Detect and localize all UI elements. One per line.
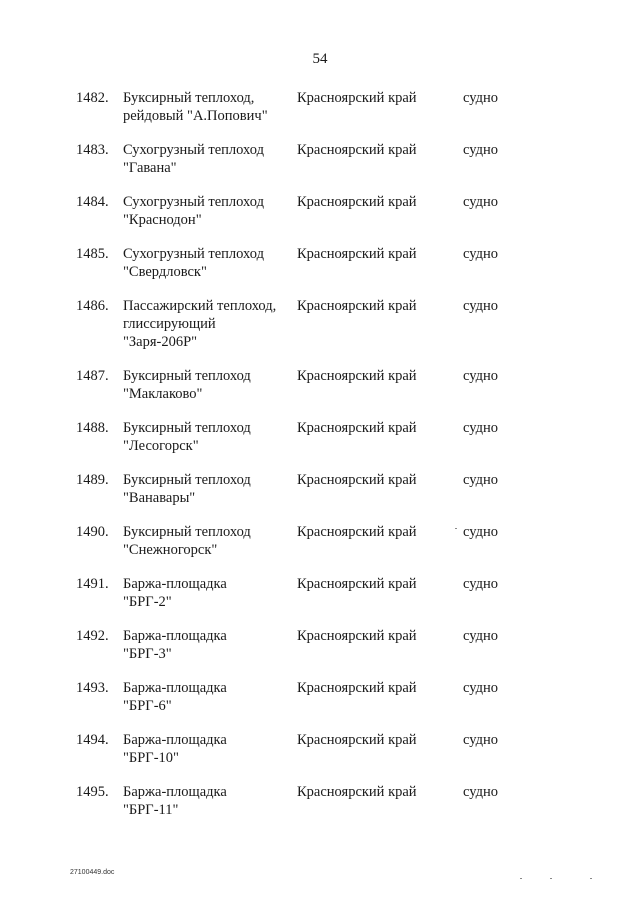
vessel-name-line: "БРГ-10" bbox=[123, 750, 179, 766]
vessel-name-line: Сухогрузный теплоход bbox=[123, 194, 264, 210]
vessel-name-line: Пассажирский теплоход, bbox=[123, 298, 277, 314]
vessel-name-line: Буксирный теплоход bbox=[123, 420, 251, 436]
region: Красноярский край bbox=[297, 524, 417, 540]
vessel-name-line: глиссирующий bbox=[123, 316, 216, 332]
vessel-name bbox=[123, 367, 293, 403]
region: Красноярский край bbox=[297, 628, 417, 644]
object-type: судно bbox=[463, 524, 498, 540]
region: Красноярский край bbox=[297, 680, 417, 696]
entry-number: 1484. bbox=[76, 194, 109, 210]
vessel-name bbox=[123, 783, 293, 819]
entry-number: 1489. bbox=[76, 472, 109, 488]
entry-number: 1492. bbox=[76, 628, 109, 644]
vessel-name-line: Баржа-площадка bbox=[123, 628, 227, 644]
entry-number: 1491. bbox=[76, 576, 109, 592]
object-type: судно bbox=[463, 246, 498, 262]
object-type: судно bbox=[463, 142, 498, 158]
vessel-name-line: Баржа-площадка bbox=[123, 576, 227, 592]
vessel-name bbox=[123, 575, 293, 611]
vessel-name-line: Буксирный теплоход bbox=[123, 368, 251, 384]
vessel-name bbox=[123, 297, 293, 351]
entry-number: 1486. bbox=[76, 298, 109, 314]
vessel-name bbox=[123, 245, 293, 281]
vessel-name-line: "БРГ-3" bbox=[123, 646, 172, 662]
vessel-name-line: рейдовый "А.Попович" bbox=[123, 108, 268, 124]
entry-number: 1495. bbox=[76, 784, 109, 800]
entry-number: 1482. bbox=[76, 90, 109, 106]
vessel-name-line: "Гавана" bbox=[123, 160, 177, 176]
entry-number: 1494. bbox=[76, 732, 109, 748]
scan-speck bbox=[455, 528, 457, 529]
region: Красноярский край bbox=[297, 142, 417, 158]
object-type: судно bbox=[463, 420, 498, 436]
object-type: судно bbox=[463, 576, 498, 592]
vessel-name-line: "Снежногорск" bbox=[123, 542, 218, 558]
object-type: судно bbox=[463, 368, 498, 384]
vessel-name bbox=[123, 193, 293, 229]
vessel-name bbox=[123, 523, 293, 559]
entry-number: 1483. bbox=[76, 142, 109, 158]
object-type: судно bbox=[463, 472, 498, 488]
vessel-name-line: Сухогрузный теплоход bbox=[123, 246, 264, 262]
vessel-name-line: "Лесогорск" bbox=[123, 438, 199, 454]
vessel-name-line: "Маклаково" bbox=[123, 386, 203, 402]
vessel-name bbox=[123, 471, 293, 507]
object-type: судно bbox=[463, 194, 498, 210]
vessel-name bbox=[123, 627, 293, 663]
vessel-name-line: Баржа-площадка bbox=[123, 784, 227, 800]
vessel-name-line: "Свердловск" bbox=[123, 264, 207, 280]
region: Красноярский край bbox=[297, 576, 417, 592]
vessel-name-line: Сухогрузный теплоход bbox=[123, 142, 264, 158]
vessel-name-line: "БРГ-6" bbox=[123, 698, 172, 714]
vessel-name-line: "Краснодон" bbox=[123, 212, 202, 228]
vessel-name-line: "Ванавары" bbox=[123, 490, 196, 506]
object-type: судно bbox=[463, 628, 498, 644]
vessel-name-line: Буксирный теплоход, bbox=[123, 90, 255, 106]
vessel-name-line: "БРГ-11" bbox=[123, 802, 179, 818]
page-number: 54 bbox=[312, 51, 328, 67]
vessel-name-line: Баржа-площадка bbox=[123, 680, 227, 696]
object-type: судно bbox=[463, 90, 498, 106]
vessel-name bbox=[123, 89, 293, 125]
entry-number: 1493. bbox=[76, 680, 109, 696]
vessel-name-line: Баржа-площадка bbox=[123, 732, 227, 748]
vessel-name-line: "БРГ-2" bbox=[123, 594, 172, 610]
vessel-name bbox=[123, 141, 293, 177]
object-type: судно bbox=[463, 298, 498, 314]
region: Красноярский край bbox=[297, 194, 417, 210]
object-type: судно bbox=[463, 680, 498, 696]
scan-speck bbox=[550, 878, 552, 879]
entry-number: 1487. bbox=[76, 368, 109, 384]
vessel-name bbox=[123, 679, 293, 715]
region: Красноярский край bbox=[297, 90, 417, 106]
region: Красноярский край bbox=[297, 732, 417, 748]
region: Красноярский край bbox=[297, 420, 417, 436]
object-type: судно bbox=[463, 732, 498, 748]
region: Красноярский край bbox=[297, 368, 417, 384]
region: Красноярский край bbox=[297, 246, 417, 262]
region: Красноярский край bbox=[297, 298, 417, 314]
vessel-name-line: Буксирный теплоход bbox=[123, 472, 251, 488]
vessel-name bbox=[123, 731, 293, 767]
document-filename: 27100449.doc bbox=[70, 869, 115, 876]
vessel-name-line: "Заря-206Р" bbox=[123, 334, 198, 350]
scan-speck bbox=[590, 878, 592, 879]
region: Красноярский край bbox=[297, 784, 417, 800]
scan-speck bbox=[520, 878, 522, 879]
entry-number: 1485. bbox=[76, 246, 109, 262]
entry-number: 1488. bbox=[76, 420, 109, 436]
entry-number: 1490. bbox=[76, 524, 109, 540]
object-type: судно bbox=[463, 784, 498, 800]
vessel-name bbox=[123, 419, 293, 455]
vessel-name-line: Буксирный теплоход bbox=[123, 524, 251, 540]
region: Красноярский край bbox=[297, 472, 417, 488]
